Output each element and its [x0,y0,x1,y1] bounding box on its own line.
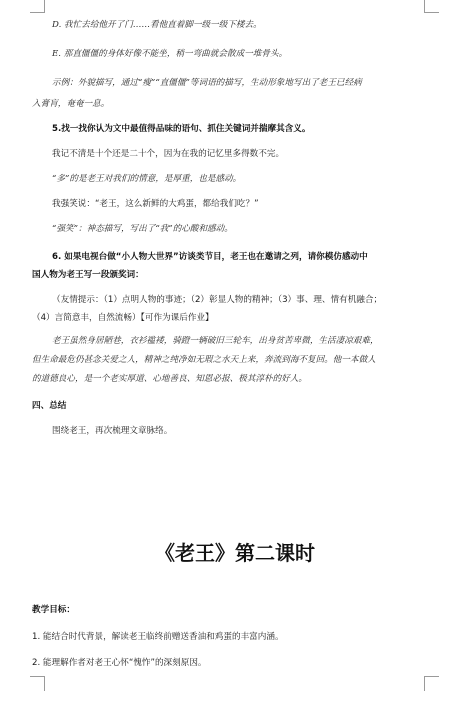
example-line-1: 示例：外貌描写，通过“瘦”“直僵僵”等词语的描写，生动形象地写出了老王已经病 [52,78,362,88]
goal-2: 2. 能理解作者对老王心怀“愧怍”的深刻原因。 [32,658,207,668]
crop-mark-top-right [424,0,439,13]
teaching-goals-heading: 教学目标： [32,605,75,615]
option-d: D. 我忙去给他开了门……看他直着脚一级一级下楼去。 [52,20,262,30]
example-line-2: 入膏肓，奄奄一息。 [32,99,110,109]
section-6-heading-line-1: 6. 如果电视台做“小人物大世界”访谈类节目，老王也在邀请之列，请你模仿感动中 [52,252,368,262]
summary-line: 围绕老王，再次梳理文章脉络。 [52,426,173,436]
hint-line-1: （友情提示：（1）点明人物的事迹；（2）彰显人物的精神；（3）事、理、情有机融合； [52,295,383,305]
option-e: E. 那直僵僵的身体好像不能坐，稍一弯曲就会散成一堆骨头。 [52,49,288,59]
hint-line-2: （4）言简意丰，自然流畅）【可作为课后作业】 [32,313,214,323]
award-line-3: 的道德良心，是一个老实厚道、心地善良、知恩必报、极其淳朴的好人。 [32,374,308,384]
quote-2-note: “强笑”：神态描写，写出了“我”的心酸和感动。 [52,224,233,234]
section-6-heading-line-2: 国人物为老王写一段颁奖词： [32,270,144,280]
crop-mark-bottom-left [30,676,45,691]
goal-1: 1. 能结合时代背景，解读老王临终前赠送香油和鸡蛋的丰富内涵。 [32,632,284,642]
section-5-heading: 5.找一找你认为文中最值得品味的语句、抓住关键词并揣摩其含义。 [52,124,311,134]
quote-2: 我强笑说：“老王，这么新鲜的大鸡蛋，都给我们吃？” [52,199,259,209]
quote-1-note: “多”的是老王对我们的情意，是厚重，也是感动。 [52,174,242,184]
section-4-heading: 四、总结 [32,401,67,411]
crop-mark-bottom-right [424,676,439,691]
crop-mark-top-left [30,0,45,13]
award-line-2: 但生命最危仍甚念关爱之人，精神之纯净如无瑕之水天上来，奔流到海不复回。他一本做人 [32,355,376,365]
award-line-1: 老王虽然身居陋巷，衣衫褴褛，骑蹬一辆破旧三轮车，出身贫苦卑微，生活凄凉艰难， [52,336,379,346]
lesson-title: 《老王》第二课时 [155,541,315,565]
quote-1: 我记不清是十个还是二十个，因为在我的记忆里多得数不完。 [52,149,285,159]
